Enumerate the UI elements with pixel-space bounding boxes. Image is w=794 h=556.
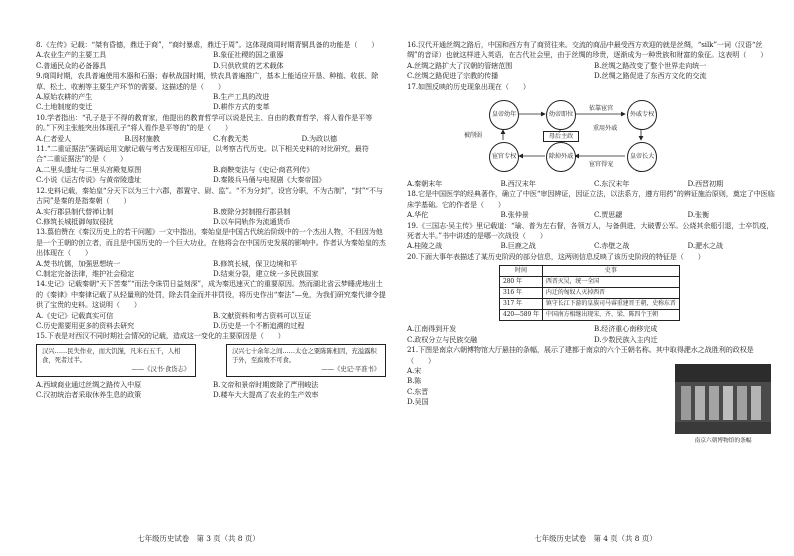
option-c[interactable]: C.贾思勰 — [594, 210, 623, 220]
option-b[interactable]: B.西汉末年 — [500, 179, 536, 189]
node-emperor-young: 皇帝幼年 — [489, 100, 519, 130]
option-a[interactable]: A.桂陵之战 — [407, 241, 443, 251]
option-d[interactable]: D.为政以德 — [301, 133, 337, 143]
question-stem: 11.“二重证据法”强调运用文献记载与考古发现相互印证，以考察古代历史。以下相关史料的对比研究，最符合“二重证据法”的是（ ） — [36, 144, 369, 164]
option-a[interactable]: A.原始农耕的产生 — [36, 92, 93, 102]
question-stem: 21.下图是南京六朝博物馆大厅悬挂的条幅，展示了建都于南京的六个王朝名称。其中取得淝水之战胜利的政权是（ ） — [407, 345, 754, 365]
option-d[interactable]: D.结束分裂，建立统一多民族国家 — [213, 268, 319, 278]
option-b[interactable]: B.丝绸之路改变了整个世界走向统一 — [594, 60, 707, 70]
question-stem: 16.汉代开通丝绸之路后，中国和西方有了商贸往来。交流的商品中最受西方欢迎的就是丝绸，“silk”一词（汉语“丝绸”的音译）也就这样进入英语，在古代社会里，由于丝绸的珍贵，逐渐成为一种贵族和财富的象征。这表明（ ） — [407, 40, 768, 60]
option-a[interactable]: A.宋 — [407, 365, 422, 375]
option-c[interactable]: C.丝绸之路促进了宗教的传播 — [407, 71, 499, 81]
page-footer: 七年级历史试卷 第 3 页（共 8 页） — [137, 534, 260, 543]
tag-rely-eunuch: 依靠宦官 — [588, 105, 614, 113]
table-header-event: 史事 — [542, 266, 679, 277]
option-d[interactable]: D.淝水之战 — [687, 241, 723, 251]
question-8 — [36, 40, 386, 71]
option-d[interactable]: D.历史是一个不断追溯的过程 — [213, 320, 305, 330]
question-21 — [407, 345, 777, 444]
question-20 — [407, 252, 777, 345]
table-cell-time: 420—589 年 — [500, 310, 543, 321]
question-16 — [407, 40, 777, 82]
tag-eunuch-favor: 宦官得宠 — [588, 161, 614, 169]
option-b[interactable]: B.因材施教 — [124, 133, 160, 143]
question-15 — [36, 331, 386, 400]
table-cell-event: 中国南方相继出现宋、齐、梁、陈四个王朝 — [542, 310, 679, 321]
option-c[interactable]: C.历史需要用更多的资料去研究 — [36, 320, 135, 330]
quote-source: ——《史记·平准书》 — [321, 364, 380, 373]
right-page — [397, 0, 794, 556]
option-c[interactable]: C.东晋 — [407, 386, 429, 396]
option-c[interactable]: C.东汉末年 — [594, 179, 630, 189]
tag-use-relatives: 重用外戚 — [592, 125, 618, 133]
quote-boxes — [36, 344, 386, 377]
option-a[interactable]: A.《史记》记载真实可信 — [36, 310, 114, 320]
option-a[interactable]: A.农业生产的主要工具 — [36, 50, 107, 60]
option-c[interactable]: C.土地制度的变迁 — [36, 102, 93, 112]
node-emperor-grown: 皇帝长大 — [627, 142, 657, 172]
question-stem: 9.商周时期，农具普遍使用木器和石器；春秋战国时期，铁农具普遍推广，基本上能适应开垦、种植、收获、除草、松土、收割等主要生产环节的需要。这描述的是（ ） — [36, 71, 379, 91]
photo-caption: 南京六朝博物馆的条幅 — [694, 437, 752, 444]
option-c[interactable]: C.普通民众的必备器具 — [36, 60, 107, 70]
option-d[interactable]: D.西晋初期 — [687, 179, 723, 189]
question-stem: 18.它是中国医学的经典著作，确立了中医“审因辨证，因证立法，以法系方，遵方用药”的辨证施治原则，奠定了中医临床学基础。它的作者是（ ） — [407, 189, 775, 209]
question-9 — [36, 71, 386, 113]
option-d[interactable]: D.吴国 — [407, 397, 429, 407]
option-d[interactable]: D.耧车大大提高了农业的生产效率 — [213, 390, 319, 400]
option-b[interactable]: B.文帝和景帝时期废除了严刑峻法 — [213, 379, 319, 389]
option-c[interactable]: C.修筑长城抵御匈奴侵扰 — [36, 216, 114, 226]
option-d[interactable]: D.以车同轨作为流通货币 — [213, 216, 291, 226]
option-a[interactable]: A.焚书坑儒，加强思想统一 — [36, 258, 121, 268]
option-b[interactable]: B.文献资料和考古资料可以互证 — [213, 310, 312, 320]
option-d[interactable]: D.少数民族入主内迁 — [594, 334, 658, 344]
question-stem: 8.《左传》记载：“桀有昏德，鼎迁于商”，“商纣暴虐，鼎迁于周”。这体现商周时期青铜具备的功能是（ ） — [36, 40, 379, 49]
option-a[interactable]: A.实行郡县制代替禅让制 — [36, 206, 114, 216]
right-column — [407, 40, 777, 444]
page-footer: 七年级历史试卷 第 4 页（共 8 页） — [534, 534, 657, 543]
table-cell-event: 西晋灭吴，统一全国 — [542, 277, 679, 288]
option-d[interactable]: D.丝绸之路促进了东西方文化的交流 — [594, 71, 707, 81]
option-b[interactable]: B.张仲景 — [500, 210, 529, 220]
question-10 — [36, 113, 386, 144]
option-a[interactable]: A.二里头遗址与二里头宫殿复原图 — [36, 164, 142, 174]
node-child-emperor: 幼帝即位 — [546, 100, 576, 130]
node-empress-regent: 母后主政 — [543, 131, 579, 142]
table-cell-time: 316 年 — [500, 288, 543, 299]
option-c[interactable]: C.赤壁之战 — [594, 241, 630, 251]
table-header-time: 时间 — [500, 266, 543, 277]
option-b[interactable]: B.象征社稷的国之重器 — [213, 50, 284, 60]
chronology-table — [499, 265, 680, 321]
option-b[interactable]: B.陈 — [407, 376, 422, 386]
option-a[interactable]: A.华佗 — [407, 210, 429, 220]
node-relatives-rule: 外戚专权 — [627, 100, 657, 130]
option-d[interactable]: D.只供欣赏的艺术载体 — [213, 60, 284, 70]
option-b[interactable]: B.废除分封制推行郡县制 — [213, 206, 291, 216]
option-c[interactable]: C.汉初统治者采取休养生息的政策 — [36, 390, 142, 400]
question-19 — [407, 221, 777, 252]
table-row — [500, 299, 680, 310]
banner-image — [675, 364, 771, 434]
option-a[interactable]: A.江南得到开发 — [407, 324, 457, 334]
question-12 — [36, 186, 386, 228]
banner-strips-graphic — [675, 364, 771, 434]
question-17 — [407, 82, 777, 190]
option-b[interactable]: B.修筑长城，保卫边境和平 — [213, 258, 298, 268]
question-stem: 14.史记》记载秦朝“天下苦秦”“而法令诛罚日益刻深”，成为秦迅速灭亡的重要原因。然而湖北省云梦睡虎地出土的《秦律》中秦律记载了从轻量刑的处罚，除去罚金而并非罚役，将历史作出“秦法”—免，为我们研究秦代律令提供了宝贵的史料。这说明（ ） — [36, 279, 386, 310]
option-c[interactable]: C.有教无类 — [213, 133, 249, 143]
option-c[interactable]: C.制定完备法律，维护社会稳定 — [36, 268, 135, 278]
option-a[interactable]: A.西域商业通过丝绸之路传入中原 — [36, 379, 142, 389]
question-stem: 12.史料记载，秦始皇“分天下以为三十六郡，郡置守、尉、监”。“不为分封”，设官分职，不为古制”，“封”“不与古同”是秦的是指秦朝（ ） — [36, 185, 383, 206]
table-cell-time: 317 年 — [500, 299, 543, 310]
question-stem: 19.《三国志·吴主传》里记载道：“瑜、普为左右督，各领万人，与备俱进，大破曹公军。公烧其余船引退，士卒饥疫，死者大半。”书中讲述的是哪一次战役（ ） — [407, 220, 774, 241]
quote-text: 汉兴七十余年之间……太仓之粟陈陈相因，充溢露积于外，至腐败不可食。 — [232, 346, 377, 364]
table-cell-event: 内迁的匈奴人灭掉西晋 — [542, 288, 679, 299]
question-stem: 17.如图反映的历史现象出现在（ ） — [407, 81, 530, 91]
museum-banner-photo — [675, 364, 771, 444]
question-14 — [36, 279, 386, 331]
question-13 — [36, 227, 386, 279]
question-18 — [407, 189, 777, 220]
option-d[interactable]: D.张衡 — [687, 210, 709, 220]
politics-cycle-diagram — [407, 94, 777, 176]
table-row — [500, 277, 680, 288]
option-b[interactable]: B.经济重心南移完成 — [594, 324, 658, 334]
option-b[interactable]: B.商鞅变法与《史记·商君列传》 — [213, 164, 314, 174]
option-c[interactable]: C.小说《运古传说》与黄帝陵遗址 — [36, 175, 142, 185]
question-11 — [36, 144, 386, 186]
quote-box-shiji — [226, 344, 386, 377]
quote-text: 汉兴……民失作业，而大饥馑，凡米石五千，人相食，死者过半。 — [42, 346, 181, 364]
table-row — [500, 288, 680, 299]
option-a[interactable]: A.丝绸之路扩大了汉朝的管辖范围 — [407, 60, 513, 70]
option-b[interactable]: B.巨鹿之战 — [500, 241, 536, 251]
table-cell-event: 镇守长江下游的皇族司马睿重建晋王朝，史称东晋 — [542, 299, 679, 310]
tag-weakened: 被削弱 — [463, 132, 483, 140]
option-b[interactable]: B.生产工具的改进 — [213, 92, 270, 102]
option-d[interactable]: D.秦陵兵马俑与电视剧《大秦帝国》 — [213, 175, 326, 185]
option-a[interactable]: A.秦朝末年 — [407, 179, 443, 189]
table-row — [500, 310, 680, 321]
question-stem: 13.翦伯赞在《秦汉历史上的若干问题》一文中指出，秦始皇是中国古代统治阶级中的一个杰出人物，不但因为他是一个王朝的创立者，而且是中国历史的一个巨大功业，在他将会在中国历史发展的影响中。作者认为秦始皇的杰出体现在（ ） — [36, 227, 386, 258]
node-remove-relatives: 除掉外戚 — [546, 142, 576, 172]
quote-source: ——《汉书·食货志》 — [131, 364, 190, 373]
option-a[interactable]: A.仁者爱人 — [36, 133, 72, 143]
option-c[interactable]: C.政权分立与民族交融 — [407, 334, 478, 344]
question-stem: 15.下表是对西汉不同时期社会情况的记载，造成这一变化的主要原因是（ ） — [36, 331, 285, 341]
table-cell-time: 280 年 — [500, 277, 543, 288]
node-eunuch-rule: 宦官专权 — [489, 142, 519, 172]
question-stem: 10.学者指出：“孔子是于不得的教育家，他提出的教育哲学可以说是民主、自由的教育哲学，将人看作是平等的。”下列主张能突出体现孔子“将人看作是平等的”的是（ ） — [36, 112, 373, 133]
option-d[interactable]: D.耕作方式的变革 — [213, 102, 270, 112]
question-stem: 20.下面大事年表描述了某历史阶段的部分信息，这两则信息反映了该历史阶段的特征是（ ） — [407, 251, 705, 261]
left-column — [36, 40, 386, 401]
quote-box-hanshu — [36, 344, 196, 377]
